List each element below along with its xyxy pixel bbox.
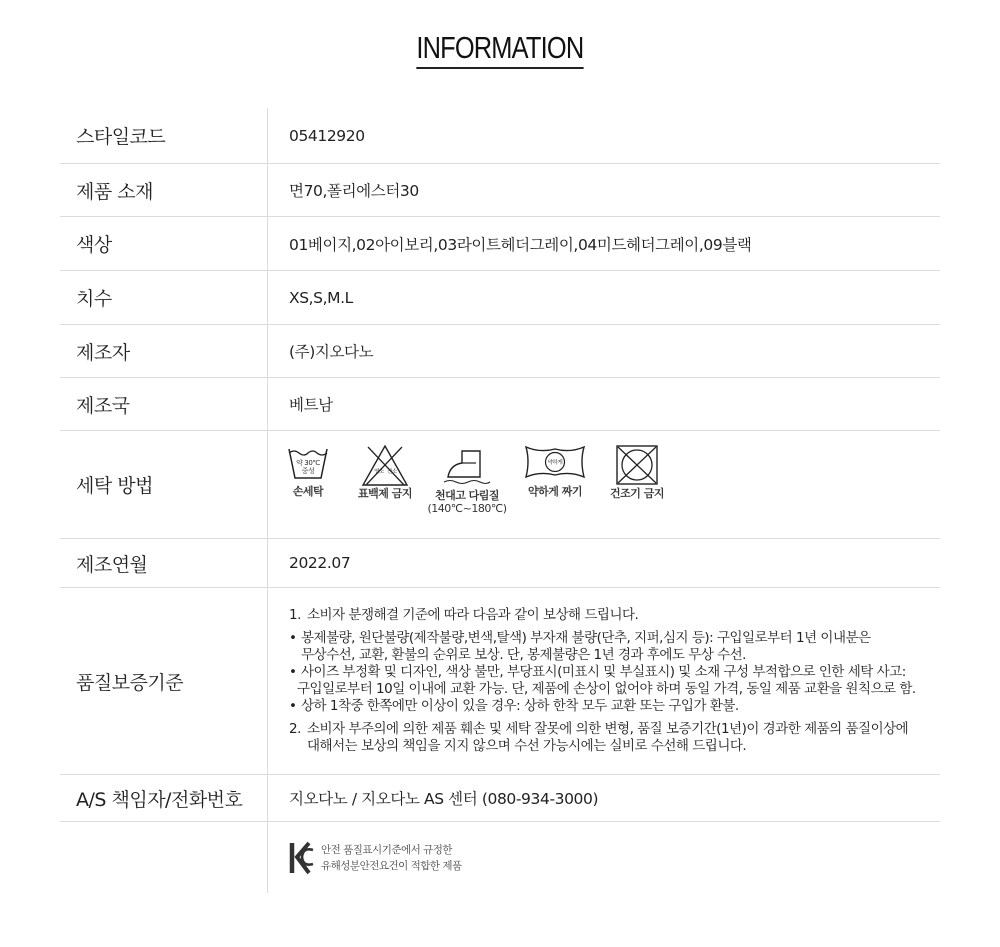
row-date [60, 539, 940, 588]
kc-mark-block [289, 840, 462, 876]
label-washing: 세탁 방법 [60, 431, 268, 538]
care-wring-label: 약하게 짜기 [528, 485, 582, 498]
iron-icon [442, 443, 492, 487]
warranty-bullet-3: • 상하 1착중 한쪽에만 이상이 있을 경우: 상하 한착 모두 교환 또는 구입가 환불. [289, 698, 739, 714]
row-size [60, 271, 940, 325]
row-warranty [60, 588, 940, 775]
page-title: INFORMATION [416, 30, 583, 69]
row-maker [60, 325, 940, 378]
label-country: 제조국 [60, 378, 268, 430]
value-date: 2022.07 [289, 554, 351, 572]
no-tumble-dry-icon [614, 443, 660, 487]
label-size: 치수 [60, 271, 268, 324]
wring-icon [524, 443, 586, 481]
value-as: 지오다노 / 지오다노 AS 센터 (080-934-3000) [289, 790, 599, 808]
no-bleach-icon [360, 443, 410, 487]
value-warranty [268, 588, 940, 774]
warranty-bullet-2: • 사이즈 부정확 및 디자인, 색상 불만, 부당표시(미표시 및 부실표시) 및 소재 구성 부적합으로 인한 세탁 사고: 구입일로부터 10일 이내에 교환 가능. 단, 제품에 손상이 없어야 하며 동일 가격, 동일 제품 교환을 원칙으로 함. [289, 664, 916, 697]
care-iron-label: 천대고 다림질 [434, 489, 500, 502]
value-maker: (주)지오다노 [289, 343, 374, 361]
label-date: 제조연월 [60, 539, 268, 587]
warranty-text [289, 607, 916, 755]
label-material: 제품 소재 [60, 164, 268, 216]
care-no-bleach-label: 표백제 금지 [358, 487, 412, 500]
value-color: 01베이지,02아이보리,03라이트헤더그레이,04미드헤더그레이,09블랙 [289, 235, 752, 254]
label-as: A/S 책임자/전화번호 [60, 775, 268, 821]
row-kc [60, 822, 940, 893]
row-material [60, 164, 940, 217]
care-iron-sub: (140℃~180℃) [427, 502, 507, 515]
kc-text: 안전 품질표시기준에서 규정한 유해성분안전요건이 적합한 제품 [321, 843, 462, 872]
label-kc-empty [60, 822, 268, 893]
info-table [60, 108, 940, 893]
care-no-bleach [357, 443, 413, 500]
value-kc [268, 822, 940, 893]
svg-text:산소: 산소 [387, 469, 397, 475]
care-hand-wash-label: 손세탁 [292, 485, 324, 498]
kc-certification-icon [289, 840, 315, 876]
value-country: 베트남 [289, 396, 333, 414]
label-style-code: 스타일코드 [60, 108, 268, 163]
label-warranty: 품질보증기준 [60, 588, 268, 774]
row-as [60, 775, 940, 822]
row-washing [60, 431, 940, 539]
row-country [60, 378, 940, 431]
care-no-dry-label: 건조기 금지 [610, 487, 664, 500]
value-size: XS,S,M.L [289, 288, 353, 307]
hand-wash-icon [286, 443, 330, 481]
warranty-item-2: 2. 소비자 부주의에 의한 제품 훼손 및 세탁 잘못에 의한 변형, 품질 보증기간(1년)이 경과한 제품의 품질이상에 대해서는 보상의 책임을 지지 않으며 수선 가능시에는 실비로 수선해 드립니다. [289, 721, 909, 754]
care-iron [427, 443, 507, 515]
svg-text:중성: 중성 [301, 467, 315, 475]
row-color [60, 217, 940, 271]
care-hand-wash [286, 443, 330, 498]
label-color: 색상 [60, 217, 268, 270]
value-washing [268, 431, 940, 538]
page-title-wrap [0, 30, 1000, 69]
warranty-item-1: 1. 소비자 분쟁해결 기준에 따라 다음과 같이 보상해 드립니다. [289, 607, 639, 623]
row-style-code [60, 108, 940, 164]
svg-text:염소: 염소 [374, 469, 384, 475]
warranty-bullet-1: • 봉제불량, 원단불량(제작불량,변색,탈색) 부자재 불량(단추, 지퍼,심지 등): 구입일로부터 1년 이내분은 무상수선, 교환, 환불의 순위로 보상. 단, 봉제불량은 1년 경과 후에도 무상 수선. [289, 630, 871, 663]
care-no-dry [605, 443, 669, 500]
svg-text:약하게: 약하게 [547, 460, 563, 466]
svg-text:약 30℃: 약 30℃ [296, 459, 320, 467]
value-material: 면70,폴리에스터30 [289, 182, 419, 200]
care-wring [522, 443, 588, 498]
label-maker: 제조자 [60, 325, 268, 377]
care-icons [289, 431, 669, 538]
value-style-code: 05412920 [289, 126, 365, 145]
